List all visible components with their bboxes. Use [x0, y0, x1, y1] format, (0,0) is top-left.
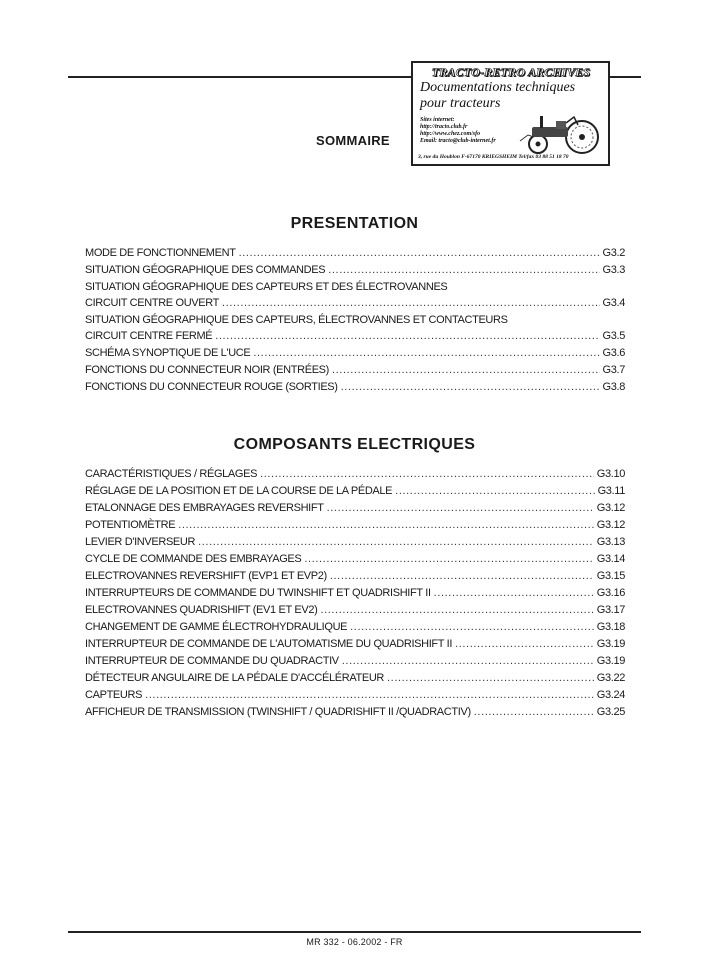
dot-leader — [328, 262, 599, 279]
dot-leader — [387, 670, 594, 687]
dot-leader — [304, 551, 593, 568]
toc-entry-label: MODE DE FONCTIONNEMENT — [85, 247, 236, 259]
toc-entry-label: INTERRUPTEUR DE COMMANDE DU QUADRACTIV — [85, 655, 339, 667]
presentation-title: PRESENTATION — [290, 215, 419, 232]
bottom-rule — [68, 931, 641, 933]
dot-leader — [455, 636, 594, 653]
toc-entry-label: INTERRUPTEURS DE COMMANDE DU TWINSHIFT ET QUADRISHIFT II — [85, 587, 431, 599]
dot-leader — [239, 245, 600, 262]
toc-entry[interactable] — [85, 653, 625, 670]
dot-leader — [342, 653, 594, 670]
toc-entry-page: G3.14 — [596, 553, 625, 565]
toc-entry[interactable] — [85, 687, 625, 704]
toc-entry-label: LEVIER D'INVERSEUR — [85, 536, 196, 548]
dot-leader — [350, 619, 594, 636]
toc-entry-label: INTERRUPTEUR DE COMMANDE DE L'AUTOMATISME DU QUADRISHIFT II — [85, 638, 453, 650]
toc-entry-label: SITUATION GÉOGRAPHIQUE DES COMMANDES — [85, 264, 326, 276]
stamp-address: 3, rue du Houblon F-67170 KRIEGSHEIM Tel/fax 03 88 51 18 70 — [418, 154, 569, 160]
toc-entry-page: G3.5 — [602, 330, 625, 342]
toc-entry-page: G3.19 — [596, 638, 625, 650]
stamp-line-2: pour tracteurs — [420, 96, 501, 111]
toc-entry[interactable] — [85, 483, 625, 500]
toc-entry-page: G3.17 — [596, 604, 625, 616]
toc-entry[interactable] — [85, 636, 625, 653]
footer-reference: MR 332 - 06.2002 - FR — [306, 937, 403, 947]
toc-entry[interactable] — [85, 466, 625, 483]
stamp-sites-label: Sites internet: — [420, 117, 455, 123]
toc-entry-label: CYCLE DE COMMANDE DES EMBRAYAGES — [85, 553, 302, 565]
toc-entry-page: G3.19 — [596, 655, 625, 667]
toc-entry-page: G3.16 — [596, 587, 625, 599]
toc-entry[interactable] — [85, 362, 625, 379]
toc-entry-page: G3.8 — [602, 381, 625, 393]
toc-entry-page: G3.12 — [596, 502, 625, 514]
stamp-site-1: http://tracto.club.fr — [420, 124, 468, 130]
dot-leader — [327, 500, 594, 517]
toc-entry[interactable] — [85, 517, 625, 534]
toc-entry-page: G3.10 — [596, 468, 625, 480]
dot-leader — [260, 466, 594, 483]
toc-entry-label: DÉTECTEUR ANGULAIRE DE LA PÉDALE D'ACCÉLÉRATEUR — [85, 672, 385, 684]
toc-entry[interactable] — [85, 551, 625, 568]
toc-entry-page: G3.25 — [596, 706, 625, 718]
dot-leader — [215, 328, 599, 345]
toc-entry[interactable] — [85, 670, 625, 687]
stamp-site-2: http://www.chez.com/sfo — [420, 131, 481, 137]
toc-entry-label: ELECTROVANNES QUADRISHIFT (EV1 ET EV2) — [85, 604, 318, 616]
dot-leader — [320, 602, 593, 619]
toc-entry[interactable] — [85, 602, 625, 619]
dot-leader — [330, 568, 594, 585]
sommaire-heading: SOMMAIRE — [316, 133, 390, 148]
toc-entry[interactable] — [85, 619, 625, 636]
toc-entry-label: RÉGLAGE DE LA POSITION ET DE LA COURSE DE LA PÉDALE — [85, 485, 393, 497]
toc-entry-page: G3.2 — [602, 247, 625, 259]
stamp-line-1: Documentations techniques — [420, 80, 576, 95]
toc-entry-label: ETALONNAGE DES EMBRAYAGES REVERSHIFT — [85, 502, 324, 514]
dot-leader — [253, 345, 599, 362]
toc-entry[interactable] — [85, 262, 625, 279]
dot-leader — [474, 704, 594, 721]
toc-entry[interactable] — [85, 534, 625, 551]
toc-entry[interactable] — [85, 312, 625, 345]
dot-leader — [341, 379, 600, 396]
dot-leader — [198, 534, 594, 551]
toc-entry[interactable] — [85, 379, 625, 396]
toc-entry-label: AFFICHEUR DE TRANSMISSION (TWINSHIFT / QUADRISHIFT II /QUADRACTIV) — [85, 706, 471, 718]
dot-leader — [178, 517, 594, 534]
toc-entry-heading-line: SITUATION GÉOGRAPHIQUE DES CAPTEURS ET DES ÉLECTROVANNES — [85, 281, 448, 293]
toc-entry-page: G3.24 — [596, 689, 625, 701]
toc-entry-page: G3.15 — [596, 570, 625, 582]
toc-entry-label: CIRCUIT CENTRE FERMÉ — [85, 330, 213, 342]
dot-leader — [395, 483, 594, 500]
toc-entry-label: CAPTEURS — [85, 689, 143, 701]
dot-leader — [434, 585, 594, 602]
toc-entry-page: G3.11 — [597, 485, 625, 497]
toc-entry-page: G3.22 — [596, 672, 625, 684]
toc-entry[interactable] — [85, 345, 625, 362]
composants-toc — [85, 466, 625, 721]
composants-title: COMPOSANTS ELECTRIQUES — [233, 436, 476, 453]
toc-entry-label: CHANGEMENT DE GAMME ÉLECTROHYDRAULIQUE — [85, 621, 348, 633]
toc-entry-label: CARACTÉRISTIQUES / RÉGLAGES — [85, 468, 258, 480]
presentation-toc — [85, 245, 625, 396]
toc-entry[interactable] — [85, 279, 625, 312]
toc-entry-page: G3.7 — [602, 364, 625, 376]
toc-entry-page: G3.6 — [602, 347, 625, 359]
toc-entry-page: G3.13 — [596, 536, 625, 548]
archive-stamp — [411, 61, 610, 166]
toc-entry-label: CIRCUIT CENTRE OUVERT — [85, 297, 220, 309]
toc-entry[interactable] — [85, 568, 625, 585]
toc-entry-page: G3.3 — [602, 264, 625, 276]
dot-leader — [332, 362, 600, 379]
dot-leader — [222, 295, 600, 312]
toc-entry-page: G3.18 — [596, 621, 625, 633]
toc-entry-label: FONCTIONS DU CONNECTEUR NOIR (ENTRÉES) — [85, 364, 329, 376]
toc-entry-page: G3.12 — [596, 519, 625, 531]
toc-entry[interactable] — [85, 585, 625, 602]
tractor-illustration — [516, 111, 608, 155]
toc-entry-heading-line: SITUATION GÉOGRAPHIQUE DES CAPTEURS, ÉLECTROVANNES ET CONTACTEURS — [85, 314, 508, 326]
toc-entry-page: G3.4 — [602, 297, 625, 309]
toc-entry[interactable] — [85, 704, 625, 721]
toc-entry-label: ELECTROVANNES REVERSHIFT (EVP1 ET EVP2) — [85, 570, 327, 582]
stamp-email: Email: tracto@club-internet.fr — [420, 138, 496, 144]
toc-entry[interactable] — [85, 500, 625, 517]
stamp-title: TRACTO-RETRO ARCHIVES — [431, 65, 591, 79]
toc-entry-label: POTENTIOMÈTRE — [85, 519, 176, 531]
toc-entry-label: FONCTIONS DU CONNECTEUR ROUGE (SORTIES) — [85, 381, 338, 393]
toc-entry-label: SCHÉMA SYNOPTIQUE DE L'UCE — [85, 347, 251, 359]
dot-leader — [145, 687, 594, 704]
toc-entry[interactable] — [85, 245, 625, 262]
